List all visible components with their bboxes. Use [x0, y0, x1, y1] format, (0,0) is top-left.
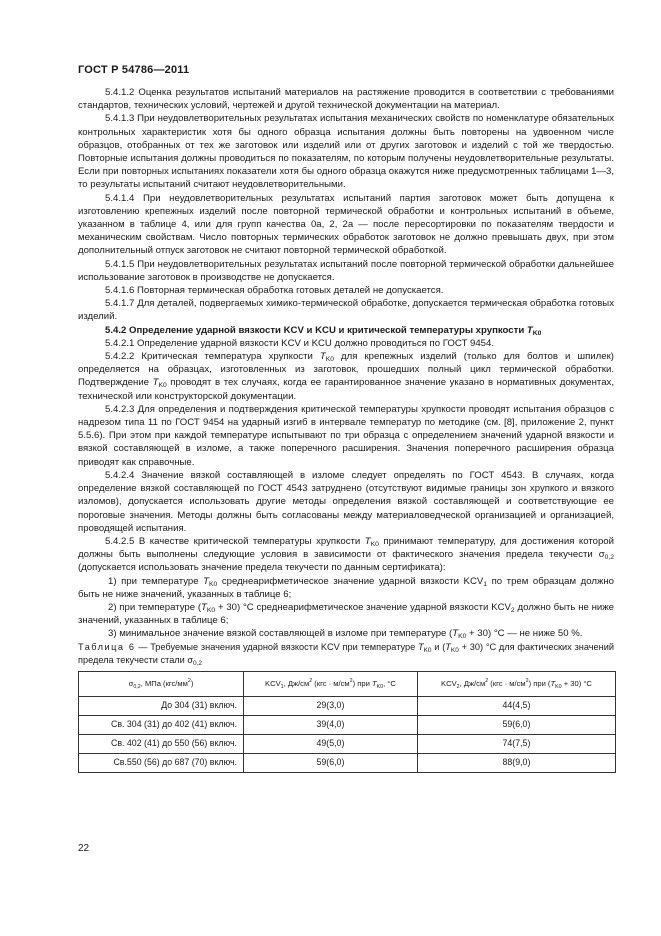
document-body [78, 86, 614, 773]
section-heading-5-4-2 [78, 324, 614, 337]
paragraph-5-4-1-7: 5.4.1.7 Для деталей, подвергаемых химико-термической обработке, допускается термическая обработка готовых изделий. [78, 298, 614, 323]
kcv-requirements-table [78, 671, 616, 773]
paragraph-5-4-2-5: 5.4.2.5 В качестве критической температуры хрупкости $T_{K0}$ принимают температуру, для достижения которой должны быть выполнены следующие условия в зависимости от фактического значения предела текучести $\sigma_{0,2}$ (допускается использовать значение предела текучести по данным сертификата): [78, 535, 614, 574]
cell-kcv2: 74(7,5) [417, 734, 615, 753]
cell-kcv2: 59(6,0) [417, 715, 615, 734]
cell-range: Св. 304 (31) до 402 (41) включ. [79, 715, 244, 734]
cell-kcv1: 59(6,0) [244, 753, 418, 772]
paragraph-5-4-2-1: 5.4.2.1 Определение ударной вязкости KCV и KCU должно проводиться по ГОСТ 9454. [105, 337, 494, 349]
cell-kcv1: 49(5,0) [244, 734, 418, 753]
cell-range: Св.550 (56) до 687 (70) включ. [79, 753, 244, 772]
tk0-subscript: K0 [532, 329, 542, 337]
cell-kcv1: 29(3,0) [244, 696, 418, 715]
paragraph-5-4-2-2: 5.4.2.2 Критическая температура хрупкости $T_{K0}$ для крепежных изделий (только для болтов и шпилек) определяется на образцах, изготовленных из заготовок, прошедших полный цикл термической обработки. Подтверждение $T_{K0}$ проводят в тех случаях, когда ее гарантированное значение указано в нормативных документах, технической или конструкторской документации. [78, 351, 614, 402]
document-header: ГОСТ Р 54786—2011 [78, 64, 190, 76]
cell-range: До 304 (31) включ. [79, 696, 244, 715]
condition-2: 2) при температуре $(T_{K0} + 30)$ °C среднеарифметическое значение ударной вязкости $KCV_2$ должно быть не ниже значений, указанных в таблице 6; [78, 601, 615, 627]
table-row [79, 753, 616, 772]
table-row [79, 734, 616, 753]
paragraph-5-4-1-4: 5.4.1.4 При неудовлетворительных результатах испытаний партия заготовок может быть допущена к изготовлению крепежных изделий после повторной термической обработки и контрольных испытаний в объеме, указанном в таблице 4, или для групп качества 0а, 2, 2а — после пересортировки по показателям твердости и механическим свойствам. Число повторных термических обработок заготовок не должно превышать двух, при этом дополнительный отпуск заготовок не считают повторной термической обработкой. [78, 192, 614, 257]
condition-1: 1) при температуре $T_{K0}$ среднеарифметическое значение ударной вязкости $KCV_1$ по трем образцам должно быть не ниже значений, указанных в таблице 6; [78, 575, 615, 600]
cell-kcv2: 44(4,5) [417, 696, 615, 715]
page-number: 22 [78, 843, 90, 854]
header-kcv2: $KCV_2$, $Дж/см^2$ $(кгс \cdot м/см^2)$ при $(T_{K0} + 30)$ °С [417, 671, 615, 696]
table-row [79, 715, 616, 734]
paragraph-5-4-1-2: 5.4.1.2 Оценка результатов испытаний материалов на растяжение проводится в соответствии с требованиями стандартов, технических условий, чертежей и другой технической документации на материал. [78, 87, 614, 112]
table-row [79, 696, 616, 715]
table-caption-label: Таблица 6 [78, 641, 136, 652]
header-kcv1: $KCV_1$, $Дж/см^2$ $(кгс \cdot м/см^2)$ при $T_{K0}$, °С [244, 671, 418, 696]
condition-3: 3) минимальное значение вязкой составляющей в изломе при температуре $(T_{K0} + 30)$ °C — не ниже 50 %. [108, 628, 583, 641]
paragraph-5-4-2-3: 5.4.2.3 Для определения и подтверждения критической температуры хрупкости проводят испытания образцов с надрезом типа 11 по ГОСТ 9454 на ударный изгиб в интервале температур по методике (см. [8], приложение 2, пункт 5.5.6). При этом при каждой температуре испытывают по три образца с определением значений ударной вязкости и вязкой составляющей в изломе, а также поперечного расширения. Значения поперечного расширения образца приводят как справочные. [78, 403, 614, 468]
table-caption: Таблица 6 — Требуемые значения ударной вязкости KCV при температуре $T_{K0}$ и $(T_{K0} + 30)$ °С для фактических значений предела текучести стали $\sigma_{0,2}$ [78, 641, 615, 667]
tk0-symbol: T [526, 324, 533, 336]
header-yield-strength: $\sigma_{0,2}$, МПа $(кгс/мм^2)$ [79, 671, 244, 696]
cell-kcv1: 39(4,0) [244, 715, 418, 734]
paragraph-5-4-2-4: 5.4.2.4 Значение вязкой составляющей в изломе следует определять по ГОСТ 4543. В случаях, когда определение вязкой составляющей по ГОСТ 4543 затруднено (отсутствуют видимые границы зон хрупкого и вязкого изломов), допускается использовать другие методы определения вязкой составляющей и соответствующие ее пороговые значения. Методы должны быть согласованы между материаловедческой организацией и организацией, проводящей испытания. [78, 469, 614, 534]
cell-range: Св. 402 (41) до 550 (56) включ. [79, 734, 244, 753]
table-header-row [79, 671, 616, 696]
paragraph-5-4-1-6: 5.4.1.6 Повторная термическая обработка готовых деталей не допускается. [105, 285, 444, 297]
section-heading-text: 5.4.2 Определение ударной вязкости KCV и KCU и критической температуры хрупкости [105, 324, 525, 336]
cell-kcv2: 88(9,0) [417, 753, 615, 772]
paragraph-5-4-1-3: 5.4.1.3 При неудовлетворительных результатах испытания механических свойств по номенклатуре обязательных контрольных характеристик хотя бы одного образца испытания должны быть повторены на удвоенном числе образцов, отобранных от тех же заготовок или изделий или от других заготовок и изделий с той же твердостью. Повторные испытания должны проводиться по показателям, по которым получены неудовлетворительные результаты. Если при повторных испытаниях показатели хотя бы одного образца окажутся ниже предусмотренных таблицами 1—3, то результаты испытаний считают неудовлетворительными. [78, 113, 614, 191]
paragraph-5-4-1-5: 5.4.1.5 При неудовлетворительных результатах испытаний после повторной термической обработки дальнейшее использование заготовок в производстве не допускается. [78, 258, 614, 283]
